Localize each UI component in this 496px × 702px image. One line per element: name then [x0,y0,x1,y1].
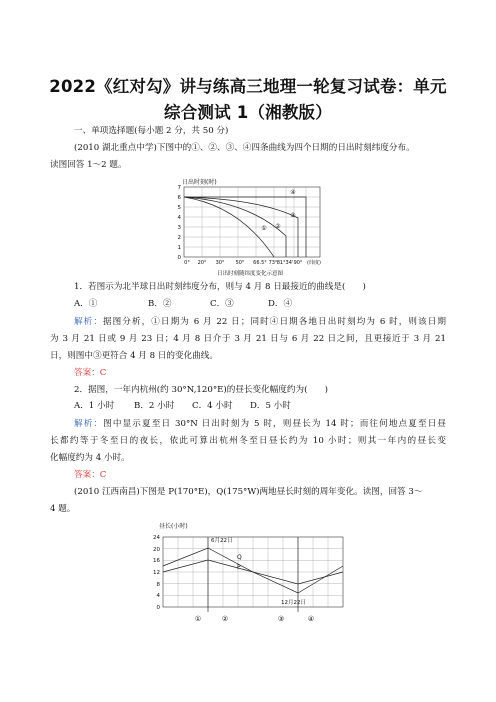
chart2-ytick: 0 [156,605,160,611]
chart1-xtick: 20° [197,260,207,266]
document-title-line-2: 综合测试 1（湘教版） [164,103,332,122]
q2-option-b: B．2 小时 [134,401,175,411]
q2-answer: 答案：C [74,470,107,480]
chart1-xtick: 73° [268,260,278,266]
intro-1-line-1: (2010 湖北重点中学)下图中的①、②、③、④四条曲线为四个日期的日出时刻纬度分布。 [74,143,415,153]
chart1-ytick: 7 [177,185,181,191]
chart2-ytick: 4 [156,593,160,599]
chart1-xtick: 50° [235,260,245,266]
chart1-xtick: 66.5° [253,260,267,266]
q1-analysis-label: 解析： [74,317,103,327]
q2-option-a: A．1 小时 [74,401,115,411]
chart2-series-label-q: Q [237,554,242,561]
intro-2-line-2: 4 题。 [50,504,76,514]
daylength-annual-chart [145,520,355,626]
q2-analysis-line-1 [74,416,446,433]
q1-analysis-line-3: 日，则图中③更符合 4 月 8 日的变化曲线。 [50,351,218,361]
q1-answer: 答案：C [74,368,107,378]
q1-option-d: D．④ [268,299,293,309]
chart1-caption: 日出时刻随纬度变化示意图 [216,271,284,277]
chart1-ytick: 2 [177,235,181,241]
q1-option-b: B．② [148,299,172,309]
chart1-plot-frame [184,187,320,257]
q2-option-d: D．5 小时 [250,401,291,411]
chart2-x-marker: ② [221,615,229,623]
sunrise-latitude-chart [160,178,340,278]
chart2-label-dec22: 12月22日 [281,600,306,606]
q1-option-a: A．① [74,299,98,309]
q1-analysis-line-1 [74,314,446,331]
chart1-curve-label: ④ [290,189,296,196]
chart1-gridlines [184,187,320,257]
chart2-x-marker: ① [194,615,202,623]
chart2-ytick: 20 [153,547,160,553]
chart1-xtick: 30° [215,260,225,266]
chart2-ytick: 8 [156,582,160,588]
q2-analysis-text-1: 图中显示夏至日 30°N 日出时刻为 5 时，则昼长为 14 时；而往何地点夏至日昼 [103,419,446,429]
chart1-ytick: 1 [177,245,181,251]
chart1-xtick: (纬度) [307,260,321,266]
chart2-ytick: 24 [153,535,160,541]
chart1-ytick: 4 [177,215,181,221]
chart2-ylabel: 昼长(小时) [159,523,188,530]
q1-option-c: C．③ [210,299,234,309]
chart1-xtick: 0° [184,260,190,266]
chart2-x-marker: ③ [277,615,285,623]
q2-analysis-label: 解析： [74,419,104,429]
q1-analysis-line-2: 为 3 月 21 日或 9 月 23 日；4 月 8 日介于 3 月 21 日与 6 月 22 日之间，且更接近于 3 月 21 [50,334,446,344]
q1-analysis-text-1: 据图分析，①日期为 6 月 22 日；同时④日期各地日出时刻均为 6 时，则该日期 [102,317,446,327]
intro-1-line-2: 读图回答 1～2 题。 [50,160,127,170]
chart1-curve-label: ① [261,225,267,232]
document-title-line-1: 2022《红对勾》讲与练高三地理一轮复习试卷：单元 [49,77,447,96]
section-heading: 一、单项选择题(每小题 2 分，共 50 分) [74,126,229,136]
chart2-series-label-p: P [237,564,241,571]
chart1-xtick: 81°34' [276,260,294,266]
chart1-ylabel: 日出时刻(时) [182,179,217,186]
chart2-x-marker: ④ [307,615,315,623]
q1-stem: 1．若图示为北半球日出时刻纬度分布，则与 4 月 8 日最接近的曲线是( ) [74,282,366,292]
chart1-ytick: 5 [177,205,181,211]
q2-analysis-line-2: 长都约等于冬至日的夜长，依此可算出杭州冬至日昼长约为 10 小时；则其一年内的昼长变 [50,436,446,446]
chart2-ytick: 16 [153,558,160,564]
chart1-ytick: 6 [177,195,181,201]
q2-analysis-line-3: 化幅度约为 4 小时。 [50,453,130,463]
chart1-curve-label: ② [275,223,281,230]
chart1-curve-label: ③ [290,212,296,219]
chart1-ytick: 3 [177,225,181,231]
q2-stem: 2．据图，一年内杭州(约 30°N,120°E)的昼长变化幅度约为( ) [74,385,328,395]
intro-2-line-1: (2010 江西南昌)下图是 P(170°E)，Q(175°W)两地昼长时刻的周年变化。读图，回答 3～ [74,487,423,497]
chart1-xtick: 90° [293,260,303,266]
chart1-ytick: 0 [177,255,181,261]
q2-option-c: C．4 小时 [192,401,233,411]
chart2-ytick: 12 [153,570,160,576]
chart2-label-jun22: 6月22日 [211,538,233,544]
